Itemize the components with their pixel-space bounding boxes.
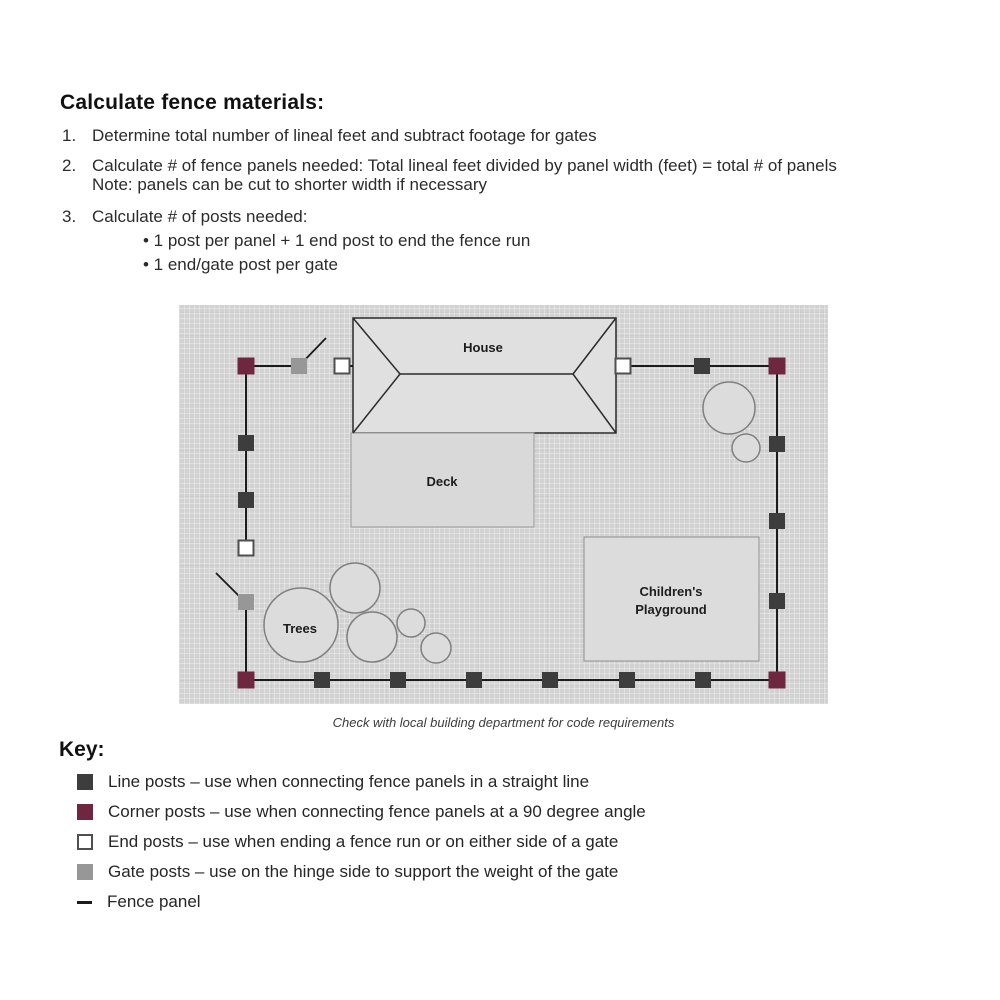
step-bullet: • 1 end/gate post per gate (143, 255, 338, 274)
plan-label: House (463, 340, 503, 355)
line-post (694, 358, 710, 374)
yard-plan-svg (179, 305, 828, 704)
line-post (769, 593, 785, 609)
gate-post-swatch-icon (77, 864, 93, 880)
step-number: 3. (62, 207, 77, 226)
line-post (619, 672, 635, 688)
corner-post (769, 672, 786, 689)
step-text (92, 156, 837, 194)
diagram-caption: Check with local building department for code requirements (332, 715, 675, 730)
line-post-swatch-icon (77, 774, 93, 790)
end-post (616, 359, 631, 374)
end-post (239, 541, 254, 556)
page-title: Calculate fence materials: (60, 91, 325, 114)
step-text (92, 207, 530, 274)
tree-small-circle (397, 609, 425, 637)
key-item-end-posts (77, 827, 646, 857)
instruction-step-3 (62, 207, 530, 274)
house-shape (353, 318, 616, 433)
step-text: Determine total number of lineal feet and subtract footage for gates (92, 126, 597, 145)
key-item-corner-posts (77, 797, 646, 827)
line-post (466, 672, 482, 688)
plan-label: Children's Playground (635, 584, 707, 617)
key-item-label: Gate posts – use on the hinge side to support the weight of the gate (108, 862, 619, 881)
key-item-label: End posts – use when ending a fence run or on either side of a gate (108, 832, 619, 851)
corner-post (238, 672, 255, 689)
yard-plan-diagram (179, 305, 828, 704)
corner-post-swatch-icon (77, 804, 93, 820)
bush-circle (703, 382, 755, 434)
step-number: 1. (62, 126, 77, 145)
plan-label: Deck (426, 474, 458, 489)
line-post (695, 672, 711, 688)
key-heading: Key: (59, 738, 105, 761)
line-post (390, 672, 406, 688)
gate-post (291, 358, 307, 374)
instruction-step-1 (62, 126, 597, 145)
step-text-line: Calculate # of posts needed: (92, 207, 308, 226)
end-post (335, 359, 350, 374)
key-item-fence-panel (77, 887, 646, 917)
step-number: 2. (62, 156, 77, 175)
step-bullet: • 1 post per panel + 1 end post to end the fence run (143, 231, 531, 250)
key-item-label: Fence panel (107, 892, 201, 911)
plan-label: Trees (283, 621, 317, 636)
line-post (542, 672, 558, 688)
line-post (769, 436, 785, 452)
key-item-gate-posts (77, 857, 646, 887)
key-item-label: Corner posts – use when connecting fence panels at a 90 degree angle (108, 802, 646, 821)
tree-circle (330, 563, 380, 613)
key-list (77, 767, 646, 917)
gate-post (238, 594, 254, 610)
corner-post (769, 358, 786, 375)
key-item-label: Line posts – use when connecting fence panels in a straight line (108, 772, 590, 791)
instruction-step-2 (62, 156, 837, 194)
step-note: Note: panels can be cut to shorter width if necessary (92, 175, 487, 194)
tree-circle (347, 612, 397, 662)
corner-post (238, 358, 255, 375)
line-post (238, 492, 254, 508)
key-item-line-posts (77, 767, 646, 797)
step-text-line: Calculate # of fence panels needed: Total lineal feet divided by panel width (feet) = total # of panels (92, 156, 837, 175)
line-post (769, 513, 785, 529)
bush-small-circle (732, 434, 760, 462)
playground-shape (584, 537, 759, 661)
end-post-swatch-icon (77, 834, 93, 850)
line-post (314, 672, 330, 688)
tree-small-circle (421, 633, 451, 663)
fence-panel-swatch-icon (77, 901, 92, 904)
line-post (238, 435, 254, 451)
